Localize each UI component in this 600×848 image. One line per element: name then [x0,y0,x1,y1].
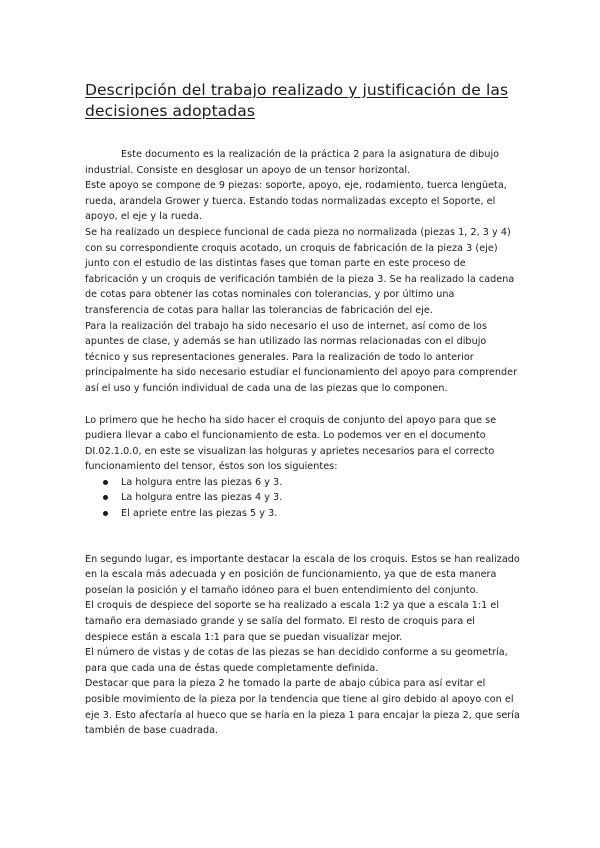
paragraph-resources: Para la realización del trabajo ha sido necesario el uso de internet, así como de los apuntes de clase, y además se han utilizado las normas relacionadas con el dibujo técnico y sus representaciones generales. Para la realización de todo lo anterior principalmente ha sido necesario estudiar el funcionamiento del apoyo para comprender así el uso y función individual de cada una de las piezas que lo componen. [85,320,518,394]
bullet-icon [103,480,108,485]
paragraph-gap [85,522,520,552]
paragraph-pieza-2: Destacar que para la pieza 2 he tomado la parte de abajo cúbica para así evitar el posible movimiento de la pieza por la tendencia que tiene al giro debido al apoyo con el eje 3. Esto afectaría al hueco que se haría en la pieza 1 para encajar la pieza 2, que sería también de base cuadrada. [85,678,520,737]
list-item [103,475,520,491]
document-body [85,147,520,739]
bullet-icon [103,511,108,516]
paragraph-soporte-escala: El croquis de despiece del soporte se ha realizado a escala 1:2 ya que a escala 1:1 el tamaño era demasiado grande y se salía del formato. El resto de croquis para el despiece están a escala 1:1 para que se puedan visualizar mejor. [85,600,500,643]
paragraph-gap [85,397,520,413]
list-item-text: La holgura entre las piezas 6 y 3. [121,476,283,488]
paragraph-despiece: Se ha realizado un despiece funcional de cada pieza no normalizada (piezas 1, 2, 3 y 4) con su correspondiente croquis acotado, un croquis de fabricación de la pieza 3 (eje) junto con el estudio de las distintas fases que toman parte en este proceso de fabricación y un croquis de verificación también de la pieza 3. Se ha realizado la cadena de cotas para obtener las cotas nominales con tolerancias, y por último una transferencia de cotas para hallar las tolerancias de fabricación del eje. [85,226,515,316]
list-item [103,490,520,506]
list-item-text: La holgura entre las piezas 4 y 3. [121,492,283,504]
tolerance-list [85,475,520,522]
paragraph-intro: Este documento es la realización de la práctica 2 para la asignatura de dibujo industrial. Consiste en desglosar un apoyo de un tensor horizontal. [85,149,500,176]
paragraph-pieces: Este apoyo se compone de 9 piezas: soporte, apoyo, eje, rodamiento, tuerca lengüeta, rueda, arandela Grower y tuerca. Estando todas normalizadas excepto el Soporte, el apoyo, el eje y la rueda. [85,180,507,223]
document-title: Descripción del trabajo realizado y justificación de las decisiones adoptadas [85,81,509,120]
list-item-text: El apriete entre las piezas 5 y 3. [121,508,278,520]
list-item [103,506,520,522]
bullet-icon [103,495,108,500]
paragraph-escala: En segundo lugar, es importante destacar la escala de los croquis. Estos se han realizado en la escala más adecuada y en posición de funcionamiento, ya que de esta manera poseían la posición y el tamaño idóneo para el buen entendimiento del conjunto. [85,553,520,596]
paragraph-vistas: El número de vistas y de cotas de las piezas se han decidido conforme a su geometría, para que cada una de éstas quede completamente definida. [85,647,508,674]
paragraph-conjunto: Lo primero que he hecho ha sido hacer el croquis de conjunto del apoyo para que se pudiera llevar a cabo el funcionamiento de esta. Lo podemos ver en el documento DI.02.1.0.0, en este se visualizan las holguras y aprietes necesarios para el correcto funcionamiento del tensor, éstos son los siguientes: [85,414,497,473]
